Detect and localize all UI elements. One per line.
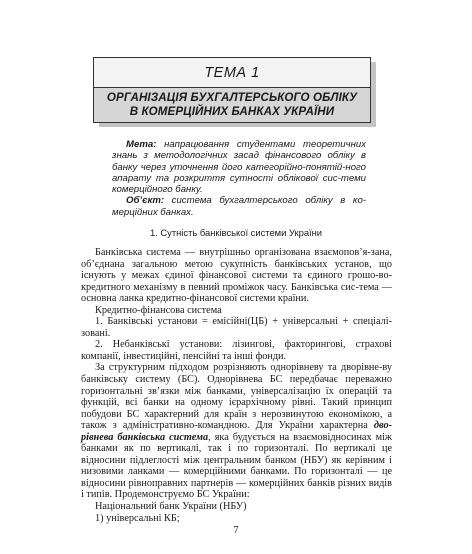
paragraph-2: Кредитно-фінансова система	[95, 304, 222, 316]
topic-number: ТЕМА 1	[204, 65, 260, 81]
section-heading	[0, 227, 472, 238]
topic-title-line-1: ОРГАНІЗАЦІЯ БУХГАЛТЕРСЬКОГО ОБЛІКУ	[106, 91, 358, 104]
goal-paragraph	[112, 139, 366, 195]
paragraph-5-start: За структурним підходом розрізняють однорівневу та дворівне-ву банківську систему (БС). Однорівнева БС передбачає переважно горизонтальні зв’язки між банками, універсалізацію їх операцій та функцій, всі банки на одному ієрархічному рівні. Такий принцип побудови БС характерний для країн з нерозвинутою економікою, а також з адміністративно-командною. Для України характерна	[81, 362, 392, 432]
paragraph-7: 1) універсальні КБ;	[95, 512, 180, 524]
goal-text: напрацювання студентами теоретичних знань з методологічних засад фінансового обліку в банку через уточнення його категорійно-понятій-ного апарату та розкриття сутності облікової сис-теми комерційного банку.	[112, 139, 366, 196]
object-text: система бухгалтерського обліку в ко-мерційних банках.	[112, 195, 366, 218]
paragraph-4: 2. Небанківські установи: лізингові, факторингові, страхові компанії, інвестиційні, пенсійні та інші фонди.	[81, 339, 392, 362]
topic-number-box	[93, 57, 371, 88]
section-number: 1.	[149, 227, 158, 238]
goal-block	[112, 139, 366, 218]
paragraph-3: 1. Банківські установи = емісійні(ЦБ) + універсальні + спеціалі-зовані.	[81, 316, 392, 339]
page-number: 7	[233, 525, 239, 536]
object-paragraph	[112, 195, 366, 218]
paragraph-5	[81, 362, 392, 501]
goal-label: Мета:	[126, 139, 157, 150]
body-text	[81, 247, 392, 524]
paragraph-5-end: , яка будується на взаємовідносинах між банками як по вертикалі, так і по горизонталі. По вертикалі це відносини підлеглості між центральним банком (НБУ) як керівним і низовими ланками — комерційними банками. По горизонталі — це відносини рівноправних партнерів — комерційних банків різних видів і типів. Продемонструємо БС України:	[81, 431, 392, 501]
paragraph-5-highlight: дво-рівнева банківська система	[81, 420, 392, 443]
paragraph-6: Національний банк України (НБУ)	[95, 501, 247, 513]
object-label: Об’єкт:	[126, 195, 165, 207]
topic-title-line-2: В КОМЕРЦІЙНИХ БАНКАХ УКРАЇНИ	[129, 105, 335, 118]
section-title: Сутність банківської системи України	[160, 227, 323, 238]
topic-title-box	[93, 87, 371, 123]
paragraph-1: Банківська система — внутрішньо організована взаємопов’я-зана, об’єднана загальною метою сукупність банківських установ, що існують у межах єдиної фінансової системи та єдиного грошо-во-кредитного механізму в певний проміжок часу. Банківська сис-тема — основна ланка кредитно-фінансової системи країни.	[81, 247, 392, 305]
